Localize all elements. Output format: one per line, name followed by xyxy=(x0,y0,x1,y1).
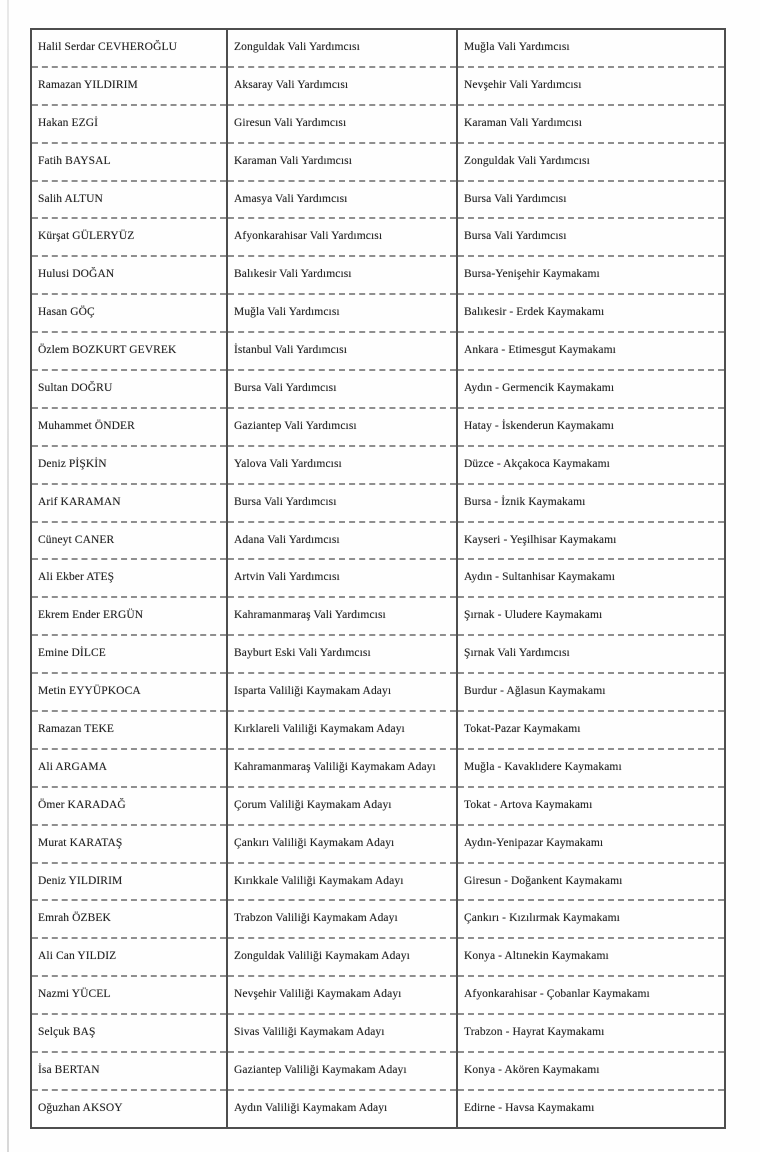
cell-current-position: Giresun Vali Yardımcısı xyxy=(227,105,457,143)
cell-new-position: Hatay - İskenderun Kaymakamı xyxy=(464,419,615,432)
cell-name: Salih ALTUN xyxy=(31,181,227,219)
cell-new-position: Bursa Vali Yardımcısı xyxy=(464,230,567,243)
table-row xyxy=(31,181,725,219)
cell-name: Sultan DOĞRU xyxy=(31,370,227,408)
table-row xyxy=(31,67,725,105)
cell-name: Ali ARGAMA xyxy=(31,749,227,787)
table-row xyxy=(31,484,725,522)
appointments-table xyxy=(30,28,726,1129)
cell-current-position: Sivas Valiliği Kaymakam Adayı xyxy=(227,1014,457,1052)
table-row xyxy=(31,749,725,787)
cell-current-position: Kırıkkale Valiliği Kaymakam Adayı xyxy=(227,863,457,901)
cell-name: Deniz YILDIRIM xyxy=(31,863,227,901)
cell-name: Arif KARAMAN xyxy=(31,484,227,522)
cell-current-position: Bursa Vali Yardımcısı xyxy=(227,484,457,522)
scan-edge-artifact xyxy=(7,0,9,1152)
cell-current-position: Trabzon Valiliği Kaymakam Adayı xyxy=(227,900,457,938)
cell-name: Emrah ÖZBEK xyxy=(31,900,227,938)
cell-new-position: Aydın - Germencik Kaymakamı xyxy=(464,381,615,394)
cell-current-position: Aksaray Vali Yardımcısı xyxy=(227,67,457,105)
cell-current-position: Muğla Vali Yardımcısı xyxy=(227,294,457,332)
cell-name: Muhammet ÖNDER xyxy=(31,408,227,446)
cell-name: Ali Ekber ATEŞ xyxy=(31,559,227,597)
cell-name: Cüneyt CANER xyxy=(31,522,227,560)
table-row xyxy=(31,635,725,673)
cell-current-position: Adana Vali Yardımcısı xyxy=(227,522,457,560)
cell-name: Halil Serdar CEVHEROĞLU xyxy=(31,29,227,67)
cell-new-position: Düzce - Akçakoca Kaymakamı xyxy=(464,457,610,470)
cell-new-position: Kayseri - Yeşilhisar Kaymakamı xyxy=(464,533,617,546)
table-row xyxy=(31,673,725,711)
cell-new-position: Çankırı - Kızılırmak Kaymakamı xyxy=(464,912,620,925)
cell-current-position: Artvin Vali Yardımcısı xyxy=(227,559,457,597)
table-row xyxy=(31,900,725,938)
cell-name: Ramazan YILDIRIM xyxy=(31,67,227,105)
cell-new-position: Giresun - Doğankent Kaymakamı xyxy=(464,874,623,887)
cell-current-position: Karaman Vali Yardımcısı xyxy=(227,143,457,181)
cell-current-position: Nevşehir Valiliği Kaymakam Adayı xyxy=(227,976,457,1014)
cell-new-position: Bursa - İznik Kaymakamı xyxy=(464,495,586,508)
cell-name: Ömer KARADAĞ xyxy=(31,787,227,825)
cell-new-position: Zonguldak Vali Yardımcısı xyxy=(464,154,590,167)
cell-current-position: Balıkesir Vali Yardımcısı xyxy=(227,256,457,294)
cell-new-position: Balıkesir - Erdek Kaymakamı xyxy=(464,306,605,319)
cell-current-position: Kahramanmaraş Vali Yardımcısı xyxy=(227,597,457,635)
cell-current-position: Kahramanmaraş Valiliği Kaymakam Adayı xyxy=(227,749,457,787)
cell-current-position: İstanbul Vali Yardımcısı xyxy=(227,332,457,370)
table-row xyxy=(31,711,725,749)
cell-new-position: Karaman Vali Yardımcısı xyxy=(464,116,583,129)
cell-name: İsa BERTAN xyxy=(31,1052,227,1090)
cell-new-position: Trabzon - Hayrat Kaymakamı xyxy=(464,1026,605,1039)
cell-new-position: Tokat - Artova Kaymakamı xyxy=(464,798,593,811)
cell-name: Deniz PİŞKİN xyxy=(31,446,227,484)
table-row xyxy=(31,522,725,560)
cell-new-position: Konya - Altınekin Kaymakamı xyxy=(464,950,609,963)
cell-current-position: Gaziantep Valiliği Kaymakam Adayı xyxy=(227,1052,457,1090)
cell-new-position: Edirne - Havsa Kaymakamı xyxy=(464,1101,595,1114)
cell-current-position: Çankırı Valiliği Kaymakam Adayı xyxy=(227,825,457,863)
cell-current-position: Yalova Vali Yardımcısı xyxy=(227,446,457,484)
cell-name: Ekrem Ender ERGÜN xyxy=(31,597,227,635)
table-row xyxy=(31,105,725,143)
cell-new-position: Ankara - Etimesgut Kaymakamı xyxy=(464,344,616,357)
cell-current-position: Bayburt Eski Vali Yardımcısı xyxy=(227,635,457,673)
cell-current-position: Zonguldak Valiliği Kaymakam Adayı xyxy=(227,938,457,976)
cell-name: Fatih BAYSAL xyxy=(31,143,227,181)
cell-new-position: Bursa-Yenişehir Kaymakamı xyxy=(464,268,600,281)
cell-current-position: Bursa Vali Yardımcısı xyxy=(227,370,457,408)
cell-new-position: Aydın-Yenipazar Kaymakamı xyxy=(464,836,604,849)
cell-current-position: Aydın Valiliği Kaymakam Adayı xyxy=(227,1090,457,1128)
table-row xyxy=(31,408,725,446)
cell-current-position: Gaziantep Vali Yardımcısı xyxy=(227,408,457,446)
cell-current-position: Afyonkarahisar Vali Yardımcısı xyxy=(227,218,457,256)
cell-current-position: Zonguldak Vali Yardımcısı xyxy=(227,29,457,67)
table-row xyxy=(31,29,725,67)
cell-current-position: Kırklareli Valiliği Kaymakam Adayı xyxy=(227,711,457,749)
table-row xyxy=(31,446,725,484)
cell-name: Metin EYYÜPKOCA xyxy=(31,673,227,711)
cell-name: Nazmi YÜCEL xyxy=(31,976,227,1014)
table-row xyxy=(31,597,725,635)
cell-new-position: Şırnak Vali Yardımcısı xyxy=(464,647,570,660)
cell-name: Kürşat GÜLERYÜZ xyxy=(31,218,227,256)
cell-new-position: Konya - Akören Kaymakamı xyxy=(464,1063,600,1076)
table-row xyxy=(31,938,725,976)
cell-name: Emine DİLCE xyxy=(31,635,227,673)
cell-name: Hulusi DOĞAN xyxy=(31,256,227,294)
table-row xyxy=(31,370,725,408)
appointments-table-body xyxy=(31,29,725,1128)
table-row xyxy=(31,825,725,863)
cell-name: Selçuk BAŞ xyxy=(31,1014,227,1052)
cell-current-position: Isparta Valiliği Kaymakam Adayı xyxy=(227,673,457,711)
table-row xyxy=(31,143,725,181)
cell-new-position: Şırnak - Uludere Kaymakamı xyxy=(464,609,603,622)
cell-name: Oğuzhan AKSOY xyxy=(31,1090,227,1128)
cell-new-position: Tokat-Pazar Kaymakamı xyxy=(464,722,581,735)
table-row xyxy=(31,976,725,1014)
table-row xyxy=(31,294,725,332)
cell-name: Hasan GÖÇ xyxy=(31,294,227,332)
cell-new-position: Aydın - Sultanhisar Kaymakamı xyxy=(464,571,615,584)
cell-name: Hakan EZGİ xyxy=(31,105,227,143)
table-row xyxy=(31,1052,725,1090)
cell-new-position: Nevşehir Vali Yardımcısı xyxy=(464,78,582,91)
cell-new-position: Afyonkarahisar - Çobanlar Kaymakamı xyxy=(464,988,650,1001)
cell-new-position: Bursa Vali Yardımcısı xyxy=(464,192,567,205)
table-row xyxy=(31,256,725,294)
cell-current-position: Amasya Vali Yardımcısı xyxy=(227,181,457,219)
cell-name: Murat KARATAŞ xyxy=(31,825,227,863)
table-row xyxy=(31,787,725,825)
cell-new-position: Muğla Vali Yardımcısı xyxy=(464,40,570,53)
table-row xyxy=(31,559,725,597)
cell-name: Ali Can YILDIZ xyxy=(31,938,227,976)
table-row xyxy=(31,1014,725,1052)
table-row xyxy=(31,1090,725,1128)
cell-current-position: Çorum Valiliği Kaymakam Adayı xyxy=(227,787,457,825)
cell-new-position: Muğla - Kavaklıdere Kaymakamı xyxy=(464,760,622,773)
cell-name: Özlem BOZKURT GEVREK xyxy=(31,332,227,370)
cell-name: Ramazan TEKE xyxy=(31,711,227,749)
cell-new-position: Burdur - Ağlasun Kaymakamı xyxy=(464,685,606,698)
table-row xyxy=(31,863,725,901)
table-row xyxy=(31,218,725,256)
table-row xyxy=(31,332,725,370)
